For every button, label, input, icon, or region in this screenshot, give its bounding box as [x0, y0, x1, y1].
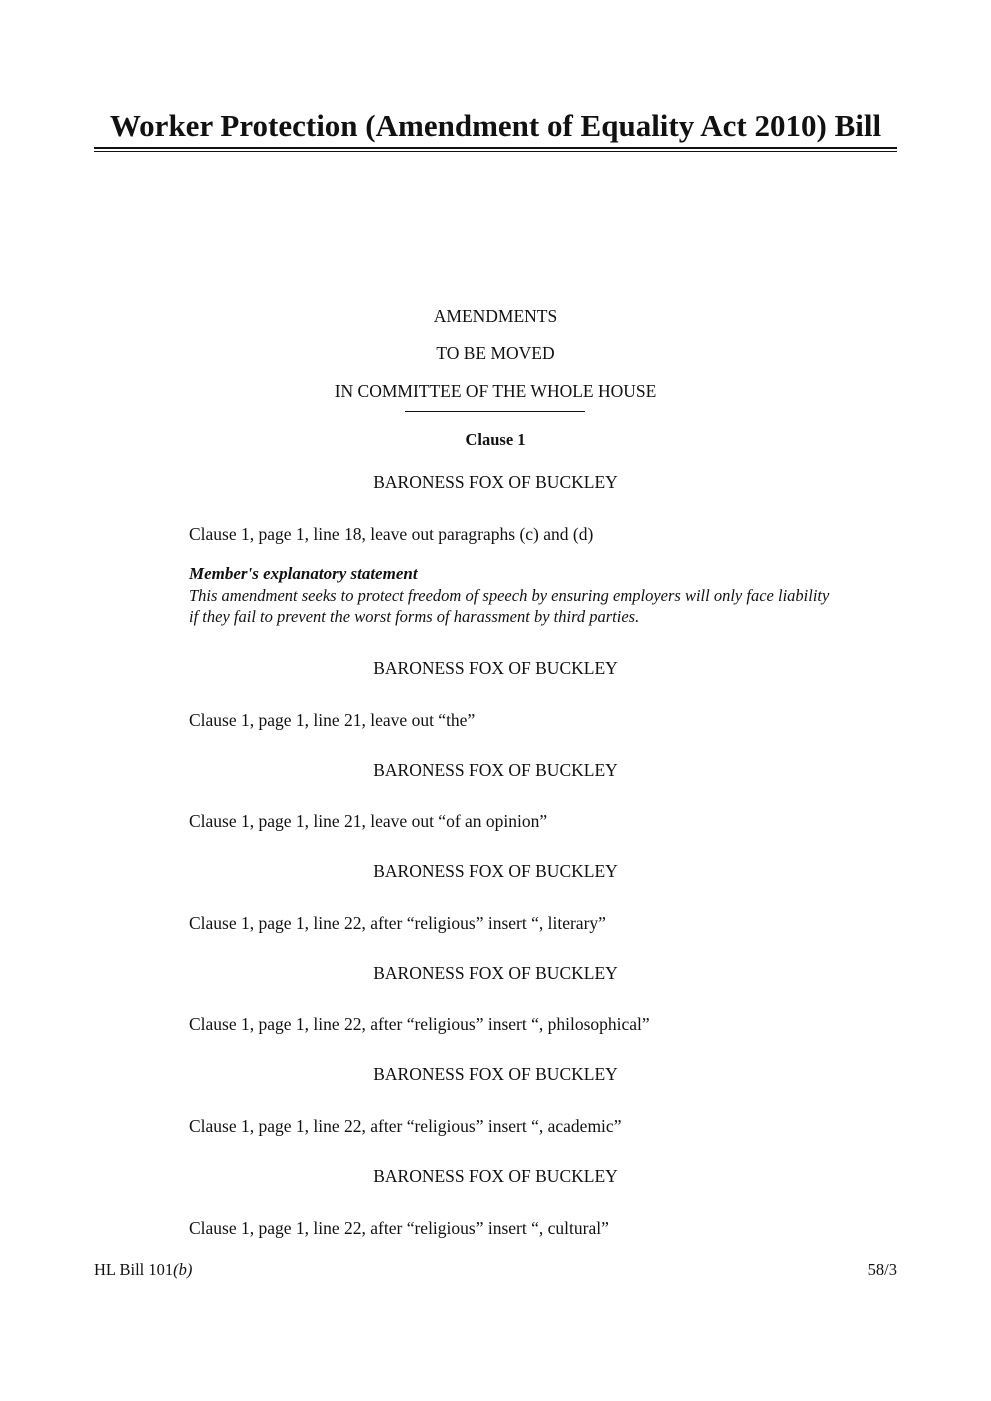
explanatory-line: This amendment seeks to protect freedom of speech by ensuring employers will only face liability: [189, 586, 830, 605]
heading-to-be-moved: TO BE MOVED: [436, 343, 555, 363]
amendment-text: Clause 1, page 1, line 22, after “religious” insert “, academic”: [189, 1116, 622, 1136]
amendment-sponsor: BARONESS FOX OF BUCKLEY: [373, 760, 618, 780]
bill-title: Worker Protection (Amendment of Equality Act 2010) Bill: [109, 108, 882, 143]
bill-number: HL Bill 101: [94, 1260, 174, 1279]
amendment-text: Clause 1, page 1, line 22, after “religious” insert “, cultural”: [189, 1218, 609, 1238]
heading-committee: IN COMMITTEE OF THE WHOLE HOUSE: [334, 381, 657, 401]
amendment-sponsor: BARONESS FOX OF BUCKLEY: [373, 1166, 618, 1186]
amendment-text: Clause 1, page 1, line 18, leave out paragraphs (c) and (d): [189, 524, 594, 544]
explanatory-line: if they fail to prevent the worst forms of harassment by third parties.: [189, 607, 640, 626]
amendment-text: Clause 1, page 1, line 21, leave out “the”: [189, 710, 476, 730]
amendment-sponsor: BARONESS FOX OF BUCKLEY: [373, 963, 618, 983]
heading-amendments: AMENDMENTS: [433, 306, 558, 326]
title-rule-thin: [94, 151, 897, 152]
bill-suffix: (b): [173, 1260, 193, 1279]
amendment-text: Clause 1, page 1, line 22, after “religious” insert “, philosophical”: [189, 1014, 650, 1034]
amendment-sponsor: BARONESS FOX OF BUCKLEY: [373, 472, 618, 492]
amendment-text: Clause 1, page 1, line 21, leave out “of an opinion”: [189, 811, 548, 831]
amendment-sponsor: BARONESS FOX OF BUCKLEY: [373, 1064, 618, 1084]
footer-bill-number: [94, 1259, 192, 1281]
heading-rule: [405, 411, 585, 412]
explanatory-heading: Member's explanatory statement: [189, 564, 418, 583]
amendment-sponsor: BARONESS FOX OF BUCKLEY: [373, 861, 618, 881]
amendment-text: Clause 1, page 1, line 22, after “religious” insert “, literary”: [189, 913, 606, 933]
footer-page-ref: 58/3: [867, 1260, 897, 1279]
clause-heading: Clause 1: [465, 430, 526, 449]
amendment-sponsor: BARONESS FOX OF BUCKLEY: [373, 658, 618, 678]
title-rule-thick: [94, 147, 897, 149]
